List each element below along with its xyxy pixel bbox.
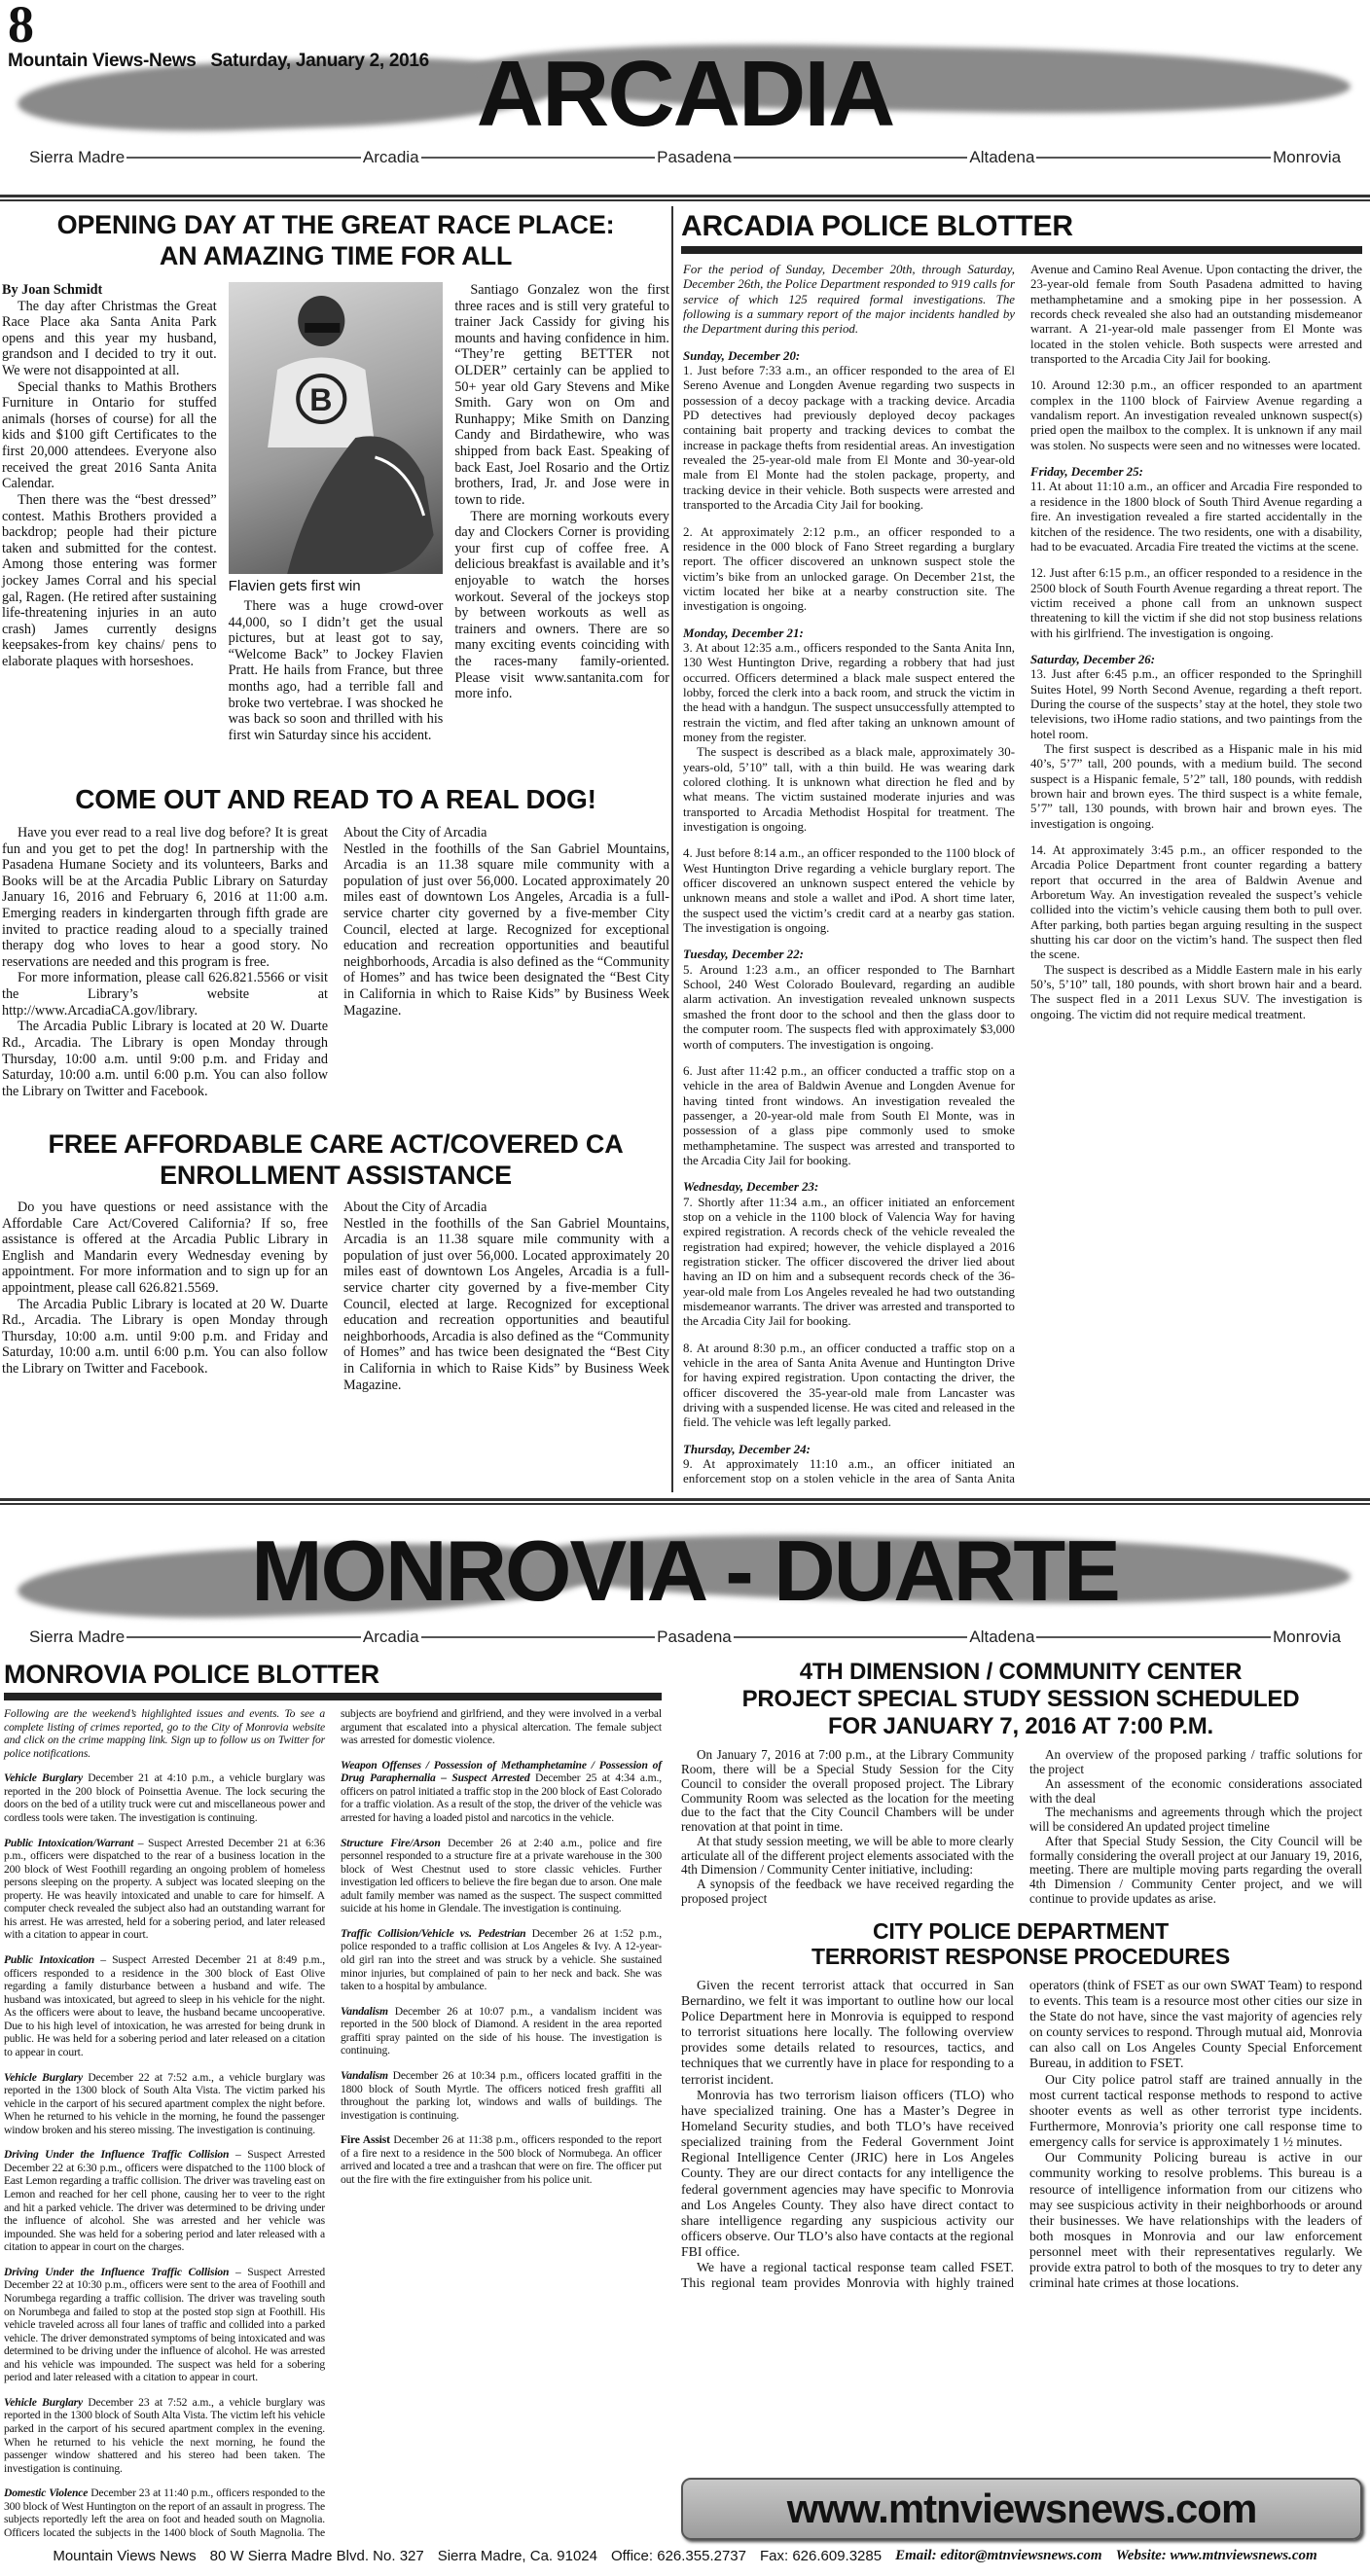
paragraph: On January 7, 2016 at 7:00 p.m., at the Library Community Room, there will be a Special Study Session for the City Council to consider the overall proposed project. The Library Community Room was selected as the location for the meeting due to the fact that the City Council Chambers will be under renovation at that point in time. [681,1747,1014,1835]
town-line [29,148,1341,167]
entry-title: Vehicle Burglary [4,2070,84,2084]
headline-monrovia-blotter: MONROVIA POLICE BLOTTER [4,1660,379,1689]
blotter-entry [341,1927,662,1993]
paragraph: Do you have questions or need assistance with the Affordable Care Act/Covered California? If so, free assistance is offered at the Arcadia Public Library in English and Mandarin every Wednesday evening by appointment. For more information and to sign up for an appointment, please call 626.821.5569. [2,1199,328,1297]
blotter-intro: Following are the weekend’s highlighted issues and events. To see a complete listing of crimes reported, go to the City of Monrovia website and click on the crime mapping link. Sign up to follow us on Twitter for police notifications. [4,1707,325,1760]
paragraph: The mechanisms and agreements through which the project will be considered An updated project timeline [1029,1805,1362,1835]
about-title: About the City of Arcadia [343,1199,487,1215]
entry-title: Fire Assist [341,2133,390,2147]
photo-caption: Flavien gets first win [228,578,361,594]
footer-name: Mountain Views News [53,2548,197,2564]
paragraph: There are morning workouts every day and Clockers Corner is providing your first cup of coffee free. A delicious breakfast is available and it’s enjoyable to watch the horses workout. Several of the jockeys stop by between workouts as well as trainers and owners. There are so many exciting events coinciding with the races-many family-oriented. Please visit www.santanita.com for more info. [454,508,669,702]
entry-text: December 25 at 4:34 a.m., officers on patrol initiated a traffic stop in the 200 block of East Colorado for a traffic violation. As a result of the stop, the driver of the vehicle was arrested for having a loaded pistol and narcotics in the vehicle. [341,1771,663,1824]
headline-bar [681,246,1362,254]
blotter-day-heading: Thursday, December 24: [683,1442,811,1456]
town: Sierra Madre [29,1628,126,1646]
headline-line: OPENING DAY AT THE GREAT RACE PLACE: [56,210,615,239]
blotter-item: 14. At approximately 3:45 p.m., an officer responded to the Arcadia Police Department front counter regarding a battery report that occurred in the area of Baldwin Avenue and Arboretum Way. An investigation revealed the suspect’s vehicle collided into the victim’s vehicle causing them both to pull over. After parking, both parties began arguing resulting in the suspect shutting his car door on the victim’s hand. The suspect then fled the scene. [1030,843,1362,962]
blotter-entry [341,1837,662,1915]
headline-read-to-dog: COME OUT AND READ TO A REAL DOG! [75,784,596,814]
paragraph: The Arcadia Public Library is located at 20 W. Duarte Rd., Arcadia. The Library is open Monday through Thursday, 10:00 a.m. until 9:00 p.m. and Friday and Saturday, 10:00 a.m. until 6:00 p.m. You can also follow the Library on Twitter and Facebook. [2,1296,328,1377]
paragraph: Special thanks to Mathis Brothers Furniture in Ontario for stuffed animals (horses of course) for all the kids and $100 gift Certificates to the first 20,000 attendees. Everyone also received the great 2016 Santa Anita Calendar. [2,378,217,492]
svg-text:B: B [308,382,333,417]
paragraph: An assessment of the economic considerations associated with the deal [1029,1775,1362,1806]
blotter-item: 5. Around 1:23 a.m., an officer responded to The Barnhart School, 240 West Colorado Boulevard, regarding an audible alarm activation. An investigation revealed unknown suspects smashed the front door to the school and then the glass door to the computer room. The suspects fled with approximately $3,000 worth of computers. The investigation is ongoing. [683,962,1015,1052]
footer [0,2548,1370,2564]
article-read-to-dog [2,825,669,1117]
monrovia-blotter-body [4,1707,662,2546]
entry-title: Driving Under the Influence Traffic Collision [4,2265,230,2278]
headline-aca [0,1128,671,1192]
footer-city: Sierra Madre, Ca. 91024 [437,2548,597,2564]
monrovia-banner [0,1498,1370,1654]
masthead-date: Mountain Views-News Saturday, January 2, 2016 [8,51,429,71]
blotter-entry [4,2148,325,2254]
blotter-entry [4,2266,325,2384]
paragraph: The Arcadia Public Library is located at 20 W. Duarte Rd., Arcadia. The Library is open Monday through Thursday, 10:00 a.m. until 9:00 p.m. and Friday and Saturday, 10:00 a.m. until 6:00 p.m. You can also follow the Library on Twitter and Facebook. [2,1019,328,1099]
town: Pasadena [657,1628,732,1646]
headline-line: TERRORIST RESPONSE PROCEDURES [811,1944,1230,1970]
blotter-item: 4. Just before 8:14 a.m., an officer responded to the 1100 block of West Huntington Drive regarding a vehicle burglary report. The officer discovered an unknown suspect entered the vehicle by unknown means and stole a wallet and iPod. A short time later, the suspect used the victim’s credit card at a nearby gas station. The investigation is ongoing. [683,846,1015,936]
footer-office-phone: Office: 626.355.2737 [610,2548,746,2564]
section-title-arcadia: ARCADIA [476,42,894,146]
headline-4th-dimension [671,1659,1370,1740]
blotter-item: 12. Just after 6:15 p.m., an officer responded to a residence in the 2500 block of South Fourth Avenue regarding a threat report. The victim received a phone call from an unknown suspect threatening to kill the victim if she did not stop business relations with his girlfriend. The investigation is ongoing. [1030,566,1362,640]
article-opening-day [2,282,669,769]
blotter-day-heading: Tuesday, December 22: [683,948,804,962]
entry-title: Structure Fire/Arson [341,1836,441,1849]
blotter-day-heading: Sunday, December 20: [683,348,801,363]
blotter-entry [4,1771,325,1824]
headline-line: 4TH DIMENSION / COMMUNITY CENTER [799,1659,1243,1685]
paragraph: An overview of the proposed parking / traffic solutions for the project [1029,1747,1362,1777]
blotter-entry [341,2069,662,2122]
entry-title: Vehicle Burglary [4,1771,83,1785]
article-4th-dimension [681,1748,1362,1907]
entry-text: – Suspect Arrested December 21 at 8:49 p.m., officers responded to a residence in the 300 block of East Olive regarding a family disturbance between a husband and wife. The husband was intoxicated, but agreed to sleep in his vehicle for the night. As the officers were about to leave, the husband became uncooperative. Due to his high level of intoxication, he was arrested for being drunk in public. He was held for a sobering period and later released on a citation to appear in court. [4,1953,325,2058]
headline-line: FOR JANUARY 7, 2016 AT 7:00 P.M. [828,1713,1213,1740]
town: Altadena [969,1628,1035,1646]
blotter-item: The suspect is described as a Middle Eastern male in his early 50’s, 5’10” tall, 180 pounds, with short brown hair and a beard. The suspect fled in a 2011 Lexus SUV. The investigation is ongoing. The victim did not require medical treatment. [1030,962,1362,1021]
entry-text: December 26 at 10:34 p.m., officers located graffiti in the 1800 block of South Myrtle. The officers noticed fresh graffiti all throughout the parking lot, windows and walls of buildings. The investigation is continuing. [341,2068,662,2122]
footer-email-link[interactable]: Email: editor@mtnviewsnews.com [895,2548,1102,2563]
blotter-entry [4,1953,325,2059]
footer-website-link[interactable]: Website: www.mtnviewsnews.com [1115,2548,1317,2563]
paragraph: We have a regional tactical response team called FSET. This regional team provides Monrovia with highly trained operators (think of FSET as our own SWAT Team) to respond to events. This team is a resource most other cities our size in the State do not have, since the vast majority of agencies rely on county services to respond. Through mutual aid, Monrovia can also call on Los Angeles County Special Enforcement Bureau, in addition to FSET. [681,1977,1362,2291]
blotter-day-heading: Monday, December 21: [683,626,804,640]
town: Monrovia [1273,148,1342,166]
entry-title: Domestic Violence [4,2487,89,2500]
blotter-entry [341,1759,662,1825]
entry-text: – Suspect Arrested December 22 at 10:30 p.m., officers were sent to the area of Foothill and Norumbega regarding a traffic collision. The driver was traveling south on Norumbega and failed to stop at the posted stop sign at Foothill. His vehicle traveled across all four lanes of traffic and collided into a parked vehicle. The driver demonstrated symptoms of being intoxicated and was determined to be driving under the influence of alcohol. He was arrested and his vehicle was impounded. The suspect was held for a sobering period and later released with a citation to appear in court. [4,2265,325,2384]
headline-terrorist-response [671,1918,1370,1970]
blotter-item: 7. Shortly after 11:34 a.m., an officer initiated an enforcement stop on a vehicle in the 1100 block of Valencia Way for having expired registration. A records check of the vehicle revealed the registration had expired; however, the vehicle displayed a 2016 registration sticker. The officer discovered the driver lied about having an ID on him and a subsequent records check of the 36-year-old male from Los Angeles revealed he had two outstanding misdemeanor warrants. The driver was arrested and transported to the Arcadia City Jail for booking. [683,1195,1015,1329]
entry-title: Vandalism [341,2004,388,2018]
blotter-entry [4,2071,325,2137]
paragraph: There was a huge crowd-over 44,000, so I didn’t get the usual pictures, but at least got to say, “Welcome Back” to Jockey Flavien Pratt. He hails from France, but three months ago, had a terrible fall and broke two vertebrae. I was shocked he was back so soon and thrilled with his first win Saturday since his accident. [228,598,444,743]
entry-text: December 21 at 4:10 p.m., a vehicle burglary was reported in the 200 block of Poinsettia Avenue. The lock securing the doors on the bed of a utility truck were cut and miscellaneous power and cordless tools were taken. The investigation is continuing. [4,1771,325,1824]
blotter-entry [4,2396,325,2475]
blotter-entry [4,1837,325,1943]
town: Arcadia [362,148,419,166]
paragraph: The day after Christmas the Great Race Place aka Santa Anita Park opens and this year my husband, grandson and I decided to try it out. We were not disappointed at all. [2,298,217,379]
entry-text: December 26 at 11:38 p.m., officers responded to the report of a fire next to a residence in the 500 block of Normubega. An officer arrived and located a tree and a trashcan that were on fire. The officer put out the fire with the fire extinguisher from his police unit. [341,2133,662,2186]
blotter-item: The suspect is described as a black male, approximately 30-years-old, 5’10” tall, with a thin build. He was wearing dark colored clothing. It is unknown what direction he fled and by what means. The victim sustained moderate injuries and was transported to Arcadia Methodist Hospital for treatment. The investigation is ongoing. [683,745,1015,835]
headline-line: ENROLLMENT ASSISTANCE [160,1161,512,1191]
photo-jockey [229,282,444,594]
headline-line: CITY POLICE DEPARTMENT [873,1917,1169,1944]
blotter-entry [341,2005,662,2057]
entry-text: December 22 at 7:52 a.m., a vehicle burglary was reported in the 1300 block of South Alta Vista. The victim parked his vehicle in the carport of his secured apartment complex the night before. When he returned to his vehicle in the morning, he found the passenger window broken and his stereo missing. The investigation is continuing. [4,2070,325,2136]
paragraph: Nestled in the foothills of the San Gabriel Mountains, Arcadia is an 11.38 square mile community with a population of just over 56,000. Located approximately 20 miles east of downtown Los Angeles, Arcadia is a full-service charter city governed by a five-member City Council, elected at large. Recognized for exceptional education and recreation opportunities and beautiful neighborhoods, Arcadia is also defined as the “Community of Homes” and has twice been designated the “Best City in California in which to Raise Kids” by Business Week Magazine. [343,841,669,1019]
blotter-day-heading: Saturday, December 26: [1030,652,1156,666]
paragraph: Monrovia has two terrorism liaison officers (TLO) who have specialized training. One has a Master’s Degree in Homeland Security studies, and both TLO’s have received specialized training from the Federal Government Joint Regional Intelligence Center (JRIC) here in Los Angeles County. They are our direct contacts for any intelligence the federal government agencies may have specific to Monrovia and Los Angeles County. They also have direct contact to share intelligence regarding any suspicious activity our officers observe. Our TLO’s also have contacts at the regional FBI office. [681,2087,1014,2260]
entry-title: Traffic Collision/Vehicle vs. Pedestrian [341,1926,526,1940]
arcadia-banner [0,0,1370,185]
town: Sierra Madre [29,148,126,166]
entry-title: Public Intoxication [4,1953,95,1966]
entry-title: Weapon Offenses / Possession of Methamphetamine / Possession of Drug Paraphernalia – Suspect Arrested [341,1758,662,1785]
paragraph: At that study session meeting, we will be able to more clearly articulate all of the different project elements associated with the 4th Dimension / Community Center initiative, including: [681,1833,1014,1878]
paragraph: Santiago Gonzalez won the first three races and is still very grateful to trainer Jack Cassidy for giving his mounts and having confidence in him. “They’re getting BETTER not OLDER” certainly can be applied to 50+ year old Gary Stevens and Mike Smith. Gary won on Om and Runhappy; Mike Smith on Danzing Candy and Birdathewire, who was shipped from back East. Speaking of back East, Joel Rosario and the Ortiz brothers, Irad, Jr. and Jose were in town to ride. [454,282,669,508]
headline-line: FREE AFFORDABLE CARE ACT/COVERED CA [48,1129,624,1159]
blotter-item: 8. At around 8:30 p.m., an officer conducted a traffic stop on a vehicle in the area of Santa Anita Avenue and Huntington Drive for having expired registration. Upon contacting the driver, the officer discovered the 35-year-old male from Lancaster was driving with a suspended license. He was cited and released in the field. The vehicle was left legally parked. [683,1341,1015,1430]
blotter-day-heading: Wednesday, December 23: [683,1180,819,1195]
entry-text: December 23 at 11:40 p.m., officers responded to the 300 block of West Huntington on the report of an assault in progress. The subjects reportedly left the area on foot and headed south on Magnolia. Officers located the subjects in the 1400 block of South Magnolia. The subjects are boyfriend and girlfriend, and they were involved in a verbal argument that escalated into a physical altercation. The female subject was arrested for domestic violence. [4,1707,662,2539]
headline-line: AN AMAZING TIME FOR ALL [159,241,513,271]
paragraph: For more information, please call 626.821.5566 or visit the Library’s website at http://www.ArcadiaCA.gov/library. [2,970,328,1019]
byline: By Joan Schmidt [2,282,103,298]
website-banner-link[interactable]: www.mtnviewsnews.com [681,2478,1362,2540]
blotter-item: 9. At approximately 11:10 a.m., an officer initiated an enforcement stop on a stolen vehicle in the area of Santa Anita Avenue and Camino Real Avenue. Upon contacting the driver, the 23-year-old female from South Pasadena admitted to having methamphetamine and a smoking pipe in her possession. A records check revealed she also had an outstanding misdemeanor warrant. A 21-year-old male passenger from El Monte was located in the stolen vehicle. Both suspects were arrested and transported to the Arcadia City Jail for booking. [683,263,1362,1486]
paragraph: Our City police patrol staff are trained annually in the most current tactical response methods to respond to active shooter events as well as other terrorist type incidents. Furthermore, Monrovia’s priority one call response time to emergency calls for service is approximately 1 ½ minutes. [1029,2071,1362,2150]
entry-title: Vandalism [341,2068,388,2082]
entry-title: Vehicle Burglary [4,2395,84,2409]
town: Altadena [969,148,1035,166]
blotter-item: 2. At approximately 2:12 p.m., an officer responded to a residence in the 000 block of Fano Street regarding a burglary report. The officer discovered an unknown suspect stole the victim’s bike from an unlocked garage. On December 21st, the victim located her bike at a nearby construction site. The investigation is ongoing. [683,524,1015,614]
column-divider [671,206,673,1492]
footer-fax: Fax: 626.609.3285 [759,2548,883,2564]
paragraph: Our Community Policing bureau is active in our community working to resolve problems. This bureau is a resource of intelligence information from our citizens who may see suspicious activity in their neighborhoods or around their businesses. We have relationships with the leaders of both mosques in Monrovia and our law enforcement personnel meet with their representatives regularly. We provide extra patrol to both of the mosques to try to deter any criminal hate crimes at those locations. [1029,2150,1362,2291]
headline-bar [4,1693,662,1700]
entry-text: December 26 at 10:07 p.m., a vandalism incident was reported in the 500 block of Diamond. A resident in the area reported graffiti spray painted on the side of his house. The investigation is continuing. [341,2004,662,2057]
about-title: About the City of Arcadia [343,825,487,841]
blotter-intro: For the period of Sunday, December 20th, through Saturday, December 26th, the Police Department responded to 919 calls for service of which 125 required formal investigations. The following is a summary report of the major incidents handled by the Department during this period. [683,263,1015,337]
divider [0,195,1370,201]
town: Arcadia [362,1628,419,1646]
town-line [29,1628,1341,1647]
entry-text: – Suspect Arrested December 21 at 6:36 p.m., officers were dispatched to the rear of a business location in the 200 block of West Foothill regarding an ongoing problem of homeless persons sleeping on the property. A subject was located sleeping on the property. He was heavily intoxicated and unable to care for himself. A computer check revealed the subject also had an outstanding warrant for his arrest. He was arrested, held for a sobering period, and later released with a citation to appear in court. [4,1836,325,1942]
footer-address: 80 W Sierra Madre Blvd. No. 327 [209,2548,424,2564]
entry-text: – Suspect Arrested December 22 at 6:30 p.m., officers were dispatched to the 1100 block of East Lemon regarding a traffic collision. The driver was traveling east on Lemon and reached for her cell phone, causing her to veer to the right and hit a parked vehicle. The driver was determined to be driving under the influence of alcohol. She was arrested and her vehicle was impounded. She was held for a sobering period and later released with a citation to appear in court on the charges. [4,2148,325,2254]
paragraph: Then there was the “best dressed” contest. Mathis Brothers provided a backdrop; people had their picture taken and submitted for the contest. Among those entering was former jockey James Corral and his special gal, Ragen. (He retired after sustaining life-threatening injuries in an auto crash) James currently designs keepsakes-from key chains/ pens to elaborate plaques with horseshoes. [2,491,217,670]
section-title-monrovia-duarte: MONROVIA - DUARTE [251,1522,1119,1619]
town: Monrovia [1273,1628,1342,1646]
blotter-item: 3. At about 12:35 a.m., officers responded to the Santa Anita Inn, 130 West Huntington Drive, regarding a robbery that had just occurred. Officers determined a black male suspect entered the lobby, forced the clerk into a back room, and struck the victim in the head with a handgun. The suspect unsuccessfully attempted to restrain the victim, and fled after taking an unknown amount of money from the register. [683,640,1015,744]
headline-line: PROJECT SPECIAL STUDY SESSION SCHEDULED [741,1686,1300,1713]
right-bottom-articles [671,1659,1370,2292]
entry-title: Driving Under the Influence Traffic Collision [4,2148,230,2162]
paragraph: Nestled in the foothills of the San Gabriel Mountains, Arcadia is an 11.38 square mile community with a population of just over 56,000. Located approximately 20 miles east of downtown Los Angeles, Arcadia is a full-service charter city governed by a five-member City Council, elected at large. Recognized for exceptional education and recreation opportunities and beautiful neighborhoods, Arcadia is also defined as the “Community of Homes” and has twice been designated the “Best City in California in which to Raise Kids” by Business Week Magazine. [343,1215,669,1393]
headline-arcadia-blotter: ARCADIA POLICE BLOTTER [681,210,1073,242]
town: Pasadena [657,148,732,166]
paragraph: After that Special Study Session, the City Council will be formally considering the overall project at our January 19, 2016, meeting. There are multiple moving parts regarding the overall 4th Dimension / Community Center project, and we will continue to provide updates as arise. [1029,1833,1362,1907]
blotter-day-heading: Friday, December 25: [1030,465,1143,480]
blotter-item: 6. Just after 11:42 p.m., an officer conducted a traffic stop on a vehicle in the area of Baldwin Avenue and Longden Avenue for having tinted front windows. An investigation revealed the passenger, a 20-year-old male from South El Monte, was in possession of a glass pipe commonly used to smoke methamphetamine. The suspect was arrested and transported to the Arcadia City Jail for booking. [683,1063,1015,1167]
entry-text: December 23 at 7:52 a.m., a vehicle burglary was reported in the 1300 block of South Alta Vista. The victim left his vehicle parked in the carport of his secured apartment complex in the evening. When he returned to his vehicle the next morning, he found the passenger window shattered and his stereo had been taken. The investigation is continuing. [4,2395,325,2475]
article-aca [2,1199,669,1491]
entry-title: Public Intoxication/Warrant [4,1836,134,1849]
blotter-item: 13. Just after 6:45 p.m., an officer responded to the Springhill Suites Hotel, 99 North Second Avenue, regarding a theft report. During the course of the suspects’ stay at the hotel, they stole two televisions, two iHome radio stations, and two paintings from the hotel room. [1030,667,1362,741]
entry-text: December 26 at 1:52 p.m., police responded to a traffic collision at Los Angeles & Ivy. A 12-year-old girl ran into the street and was struck by a vehicle. She sustained minor injuries, but complained of pain to her neck and back. She was taken to a hospital by ambulance. [341,1926,663,1993]
article-terrorist-response [681,1978,1362,2292]
blotter-item: 10. Around 12:30 p.m., an officer responded to an apartment complex in the 1100 block of Fairview Avenue regarding a vandalism report. An investigation revealed unknown suspect(s) pried open the mailbox to the complex. It is unknown if any mail was stolen. No suspects were seen and no witnesses were located. [1030,378,1362,452]
arcadia-blotter-body [683,263,1362,1490]
headline-opening-day [0,209,671,272]
paragraph: Given the recent terrorist attack that occurred in San Bernardino, we felt it was important to outline how our local Police Department here in Monrovia is equipped to respond to terrorist situations here locally. The following overview provides some details related to resources, tactics, and techniques that we currently have in place for responding to a terrorist incident. [681,1977,1014,2087]
paragraph: A synopsis of the feedback we have received regarding the proposed project [681,1877,1014,1907]
paragraph: Have you ever read to a real live dog before? It is great fun and you get to pet the dog! In partnership with the Pasadena Humane Society and its volunteers, Barks and Books will be at the Arcadia Public Library on Saturday January 16, 2016 and February 6, 2016 at 11:00 a.m. Emerging readers in kindergarten through fifth grade are invited to practice reading aloud to a specially trained therapy dog who loves to hear a good story. No reservations are needed and this program is free. [2,825,328,970]
jockey-photo [229,282,444,574]
page-number: 8 [8,0,34,54]
blotter-item: The first suspect is described as a Hispanic male in his mid 40’s, 5’7” tall, 200 pounds, with a medium build. The second suspect is a Hispanic female, 5’2” tall, 180 pounds, with reddish brown hair and brown eyes. The third suspect is a white female, 5’7” tall, 130 pounds, with brown hair and brown eyes. The investigation is ongoing. [1030,741,1362,831]
entry-text: December 26 at 2:40 a.m., police and fire personnel responded to a structure fire at a private warehouse in the 300 block of West Chestnut used to store classic vehicles. Further investigation led officers to believe the fire began due to arson. One male adult family member was named as the suspect. The suspect committed suicide at his home in Glendale. The investigation is continuing. [341,1836,662,1915]
blotter-item: 11. At about 11:10 a.m., an officer and Arcadia Fire responded to a residence in the 1800 block of South Third Avenue regarding a fire. An investigation revealed a fire started accidentally in the kitchen of the residence. The two residents, one with a disability, had to be evacuated. Arcadia Fire treated the victims at the scene. [1030,480,1362,554]
blotter-item: 1. Just before 7:33 a.m., an officer responded to the area of El Sereno Avenue and Longden Avenue regarding two suspects in possession of a decoy package with a tracking device. Arcadia PD detectives had previously deployed decoy packages containing bait property and tracking devices to combat the increase in package thefts from residential areas. An investigation revealed the 25-year-old male from El Monte and 30-year-old male from El Monte had the stolen package, property, and tracking device in their vehicle. Both suspects were arrested and transported to the Arcadia City Jail for booking. [683,364,1015,513]
blotter-entry [341,2133,662,2186]
